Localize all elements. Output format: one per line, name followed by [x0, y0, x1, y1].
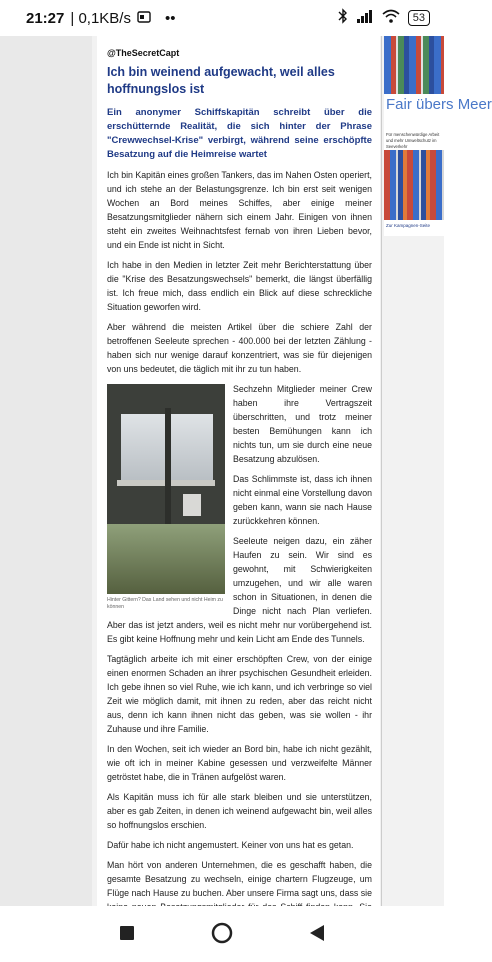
article-paragraph: Ich habe in den Medien in letzter Zeit mehr Berichterstattung über die "Krise des Besatzungswechsels" bemerkt, die längst überfällig ist. Ich freue mich, dass endlich ein Blick auf diese schreckliche Situation geworfen wird.: [107, 260, 372, 312]
sidebar-ad[interactable]: [384, 36, 492, 236]
article-content: [97, 36, 380, 906]
network-speed: | 0,1KB/s: [70, 9, 131, 27]
article-paragraph: Ich bin Kapitän eines großen Tankers, das im Nahen Osten operiert, und ich stehe an der Belastungsgrenze. Ich bin erst seit wenigen Wochen an Bord meines Schiffes, aber einige meiner Besatzungsmitglieder nähern sich einem Jahr. Einigen von ihnen steht ein zweites Weihnachtsfest fernab von ihren Lieben bevor, und ein Ende ist nicht in Sicht.: [107, 170, 372, 250]
home-button[interactable]: [202, 913, 242, 953]
article-paragraph: Man hört von anderen Unternehmen, die es geschafft haben, die gesamte Besatzung zu wechseln, einige chartern Flugzeuge, um Flüge nach Hause zu buchen. Aber unsere Firma sagt uns, dass sie: [107, 860, 372, 898]
column-divider: [381, 36, 382, 906]
article-lead: Ein anonymer Schiffskapitän schreibt über die erschütternde Realität, die sich hinter der Phrase "Crewwechsel-Krise" verbirgt, während seine erschöpfte Besatzung auf die Heimreise wartet: [107, 107, 372, 160]
signal-icon: [356, 9, 374, 28]
article-paragraph: Das Schlimmste ist, dass ich ihnen nicht einmal eine Vorstellung davon geben kann, wann sie nach Hause zurückkehren können.: [233, 474, 372, 526]
article-figure: [107, 384, 225, 611]
article-title: Ich bin weinend aufgewacht, weil alles hoffnungslos ist: [107, 65, 335, 96]
page-left-margin: [0, 36, 92, 906]
status-time: 21:27: [26, 9, 65, 27]
article-paragraph: In den Wochen, seit ich wieder an Bord bin, habe ich nicht gezählt, wie oft ich in meiner Kabine gesessen und verzweifelte Männer getröstet habe, die in Tränen aufgelöst waren.: [107, 744, 372, 782]
ad-link[interactable]: Zur Kampagnen-Seite: [386, 223, 431, 228]
article-author[interactable]: @TheSecretCapt: [107, 48, 180, 58]
back-button[interactable]: [297, 913, 337, 953]
article-paragraph: Seeleute neigen dazu, ein zäher Haufen zu sein. Wir sind es gewohnt, mit Schwierigkeiten umzugehen, und wir alle waren schon in Situationen, in denen die Dinge nicht nach Plan verliefen. Aber das ist jetzt anders, weil es nicht mehr nur vorübergehend ist. Es gibt keine Hoffnung mehr und kein Licht am Ende des Tunnels.: [107, 536, 372, 644]
container-ship-image: [384, 36, 444, 94]
status-left: [26, 10, 175, 27]
square-icon: [120, 926, 134, 940]
android-nav-bar: [0, 906, 444, 960]
web-page[interactable]: [0, 36, 492, 906]
recents-button[interactable]: [107, 913, 147, 953]
triangle-back-icon: [309, 924, 325, 942]
article-paragraph: Aber während die meisten Artikel über die schiere Zahl der betroffenen Seeleute sprechen - 400.000 bei der letzten Zählung - haben sich nur wenige darauf konzentriert, was sie für diejenigen von uns bedeutet, die täglich mit ihr zu tun haben.: [107, 322, 372, 374]
status-right: [338, 8, 430, 29]
ship-window-photo[interactable]: [107, 384, 225, 594]
image-caption: Hinter Gittern? Das Land sehen und nicht Heim zu können: [107, 597, 223, 610]
circle-icon: [211, 922, 233, 944]
article-paragraph: Als Kapitän muss ich für alle stark bleiben und sie unterstützen, aber es gab Zeiten, in denen ich weinend aufgewacht bin, weil alles so hoffnungslos erschien.: [107, 792, 372, 830]
app-notification-icon: [137, 10, 151, 27]
ad-subtitle: Für menschenwürdige Arbeit und mehr Umweltschutz im Seeverkehr: [386, 132, 440, 149]
more-notifications-icon: ••: [164, 9, 176, 27]
battery-indicator: 53: [408, 10, 430, 26]
ad-title: Fair übers Meer: [386, 96, 492, 113]
article-paragraph: Sechzehn Mitglieder meiner Crew haben ihre Vertragszeit überschritten, und trotz meiner besten Bemühungen kann ich nichts tun, um sie durch eine neue Besatzung abzulösen.: [233, 384, 372, 464]
wifi-icon: [382, 9, 400, 28]
article-paragraph: Tagtäglich arbeite ich mit einer erschöpften Crew, von der einige einen enormen Schaden an ihrer psychischen Gesundheit erleiden. Ich gebe ihnen so viel Ruhe, wie ich kann, und ich verbringe so viel Zeit wie möglich damit, mit ihnen zu reden, aber das reicht nicht aus, denn ich kann ihnen nicht das geben, was sie wollen - ihr Zuhause und ihre Familie.: [107, 654, 372, 734]
bluetooth-icon: [338, 8, 348, 29]
status-bar: [0, 0, 444, 36]
container-ship-image: [384, 150, 444, 220]
article-paragraph: Dafür habe ich nicht angemustert. Keiner von uns hat es getan.: [107, 840, 354, 850]
